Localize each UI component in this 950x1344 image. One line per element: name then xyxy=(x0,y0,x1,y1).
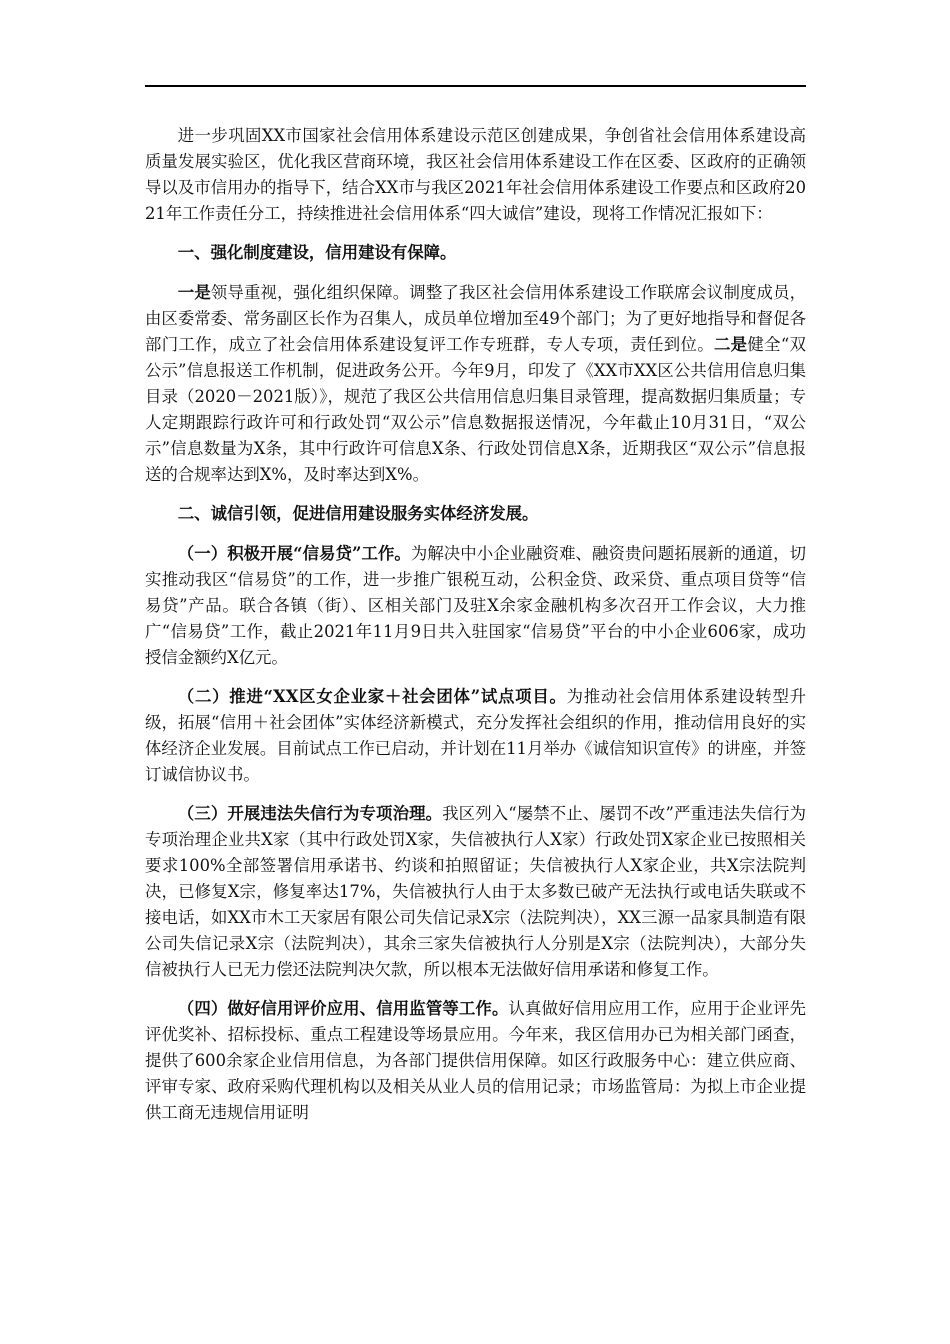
item-1-lead: （一）积极开展“信易贷”工作。 xyxy=(177,544,411,563)
section-2-heading: 二、诚信引领，促进信用建设服务实体经济发展。 xyxy=(177,504,539,523)
section-2-item-4 xyxy=(145,996,806,1126)
section-1-lead-2: 二是 xyxy=(713,335,748,354)
section-1-paragraph xyxy=(145,280,806,488)
document-body xyxy=(145,123,806,1139)
item-2-lead: （二）推进“XX区女企业家＋社会团体”试点项目。 xyxy=(177,687,567,706)
item-4-lead: （四）做好信用评价应用、信用监管等工作。 xyxy=(177,999,509,1018)
item-1-text: 为解决中小企业融资难、融资贵问题拓展新的通道，切实推动我区“信易贷”的工作，进一步推广银税互动，公积金贷、政采贷、重点项目贷等“信易贷”产品。联合各镇（街）、区相关部门及驻X余家金融机构多次召开工作会议，大力推广“信易贷”工作，截止2021年11月9日共入驻国家“信易贷”平台的中小企业606家，成功授信金额约X亿元。 xyxy=(145,544,806,667)
section-2-item-1 xyxy=(145,541,806,671)
section-1-heading: 一、强化制度建设，信用建设有保障。 xyxy=(177,243,457,262)
section-2-item-2 xyxy=(145,684,806,788)
section-1-lead-1: 一是 xyxy=(177,283,211,302)
intro-paragraph: 进一步巩固XX市国家社会信用体系建设示范区创建成果，争创省社会信用体系建设高质量发展实验区，优化我区营商环境，我区社会信用体系建设工作在区委、区政府的正确领导以及市信用办的指导下，结合XX市与我区2021年社会信用体系建设工作要点和区政府2021年工作责任分工，持续推进社会信用体系“四大诚信”建设，现将工作情况汇报如下： xyxy=(145,126,806,223)
item-4-text: 认真做好信用应用工作，应用于企业评先评优奖补、招标投标、重点工程建设等场景应用。今年来，我区信用办已为相关部门函查，提供了600余家企业信用信息，为各部门提供信用保障。如区行政服务中心：建立供应商、评审专家、政府采购代理机构以及相关从业人员的信用记录；市场监管局：为拟上市企业提供工商无违规信用证明 xyxy=(145,999,807,1122)
section-2-item-3 xyxy=(145,801,806,983)
header-rule xyxy=(145,85,806,87)
section-1-text-2: 健全“双公示”信息报送工作机制，促进政务公开。今年9月，印发了《XX市XX区公共信用信息归集目录（2020－2021版）》，规范了我区公共信用信息归集目录管理，提高数据归集质量；专人定期跟踪行政许可和行政处罚“双公示”信息数据报送情况，今年截止10月31日，“双公示”信息数量为X条，其中行政许可信息X条、行政处罚信息X条，近期我区“双公示”信息报送的合规率达到X%，及时率达到X%。 xyxy=(145,335,807,484)
item-3-lead: （三）开展违法失信行为专项治理。 xyxy=(177,804,443,823)
item-2-text: 为推动社会信用体系建设转型升级，拓展“信用＋社会团体”实体经济新模式，充分发挥社会组织的作用，推动信用良好的实体经济企业发展。目前试点工作已启动，并计划在11月举办《诚信知识宣传》的讲座，并签订诚信协议书。 xyxy=(145,687,806,784)
item-3-text: 我区列入“屡禁不止、屡罚不改”严重违法失信行为专项治理企业共X家（其中行政处罚X家，失信被执行人X家）行政处罚X家企业已按照相关要求100%全部签署信用承诺书、约谈和拍照留证；失信被执行人X家企业，共X宗法院判决，已修复X宗，修复率达17%，失信被执行人由于太多数已破产无法执行或电话失联或不接电话，如XX市木工天家居有限公司失信记录X宗（法院判决），XX三源一品家具制造有限公司失信记录X宗（法院判决），其余三家失信被执行人分别是X宗（法院判决），大部分失信被执行人已无力偿还法院判决欠款，所以根本无法做好信用承诺和修复工作。 xyxy=(145,804,807,979)
section-1-text-1: 领导重视，强化组织保障。调整了我区社会信用体系建设工作联席会议制度成员，由区委常委、常务副区长作为召集人，成员单位增加至49个部门；为了更好地指导和督促各部门工作，成立了社会信用体系建设复评工作专班群，专人专项，责任到位。 xyxy=(145,283,807,354)
